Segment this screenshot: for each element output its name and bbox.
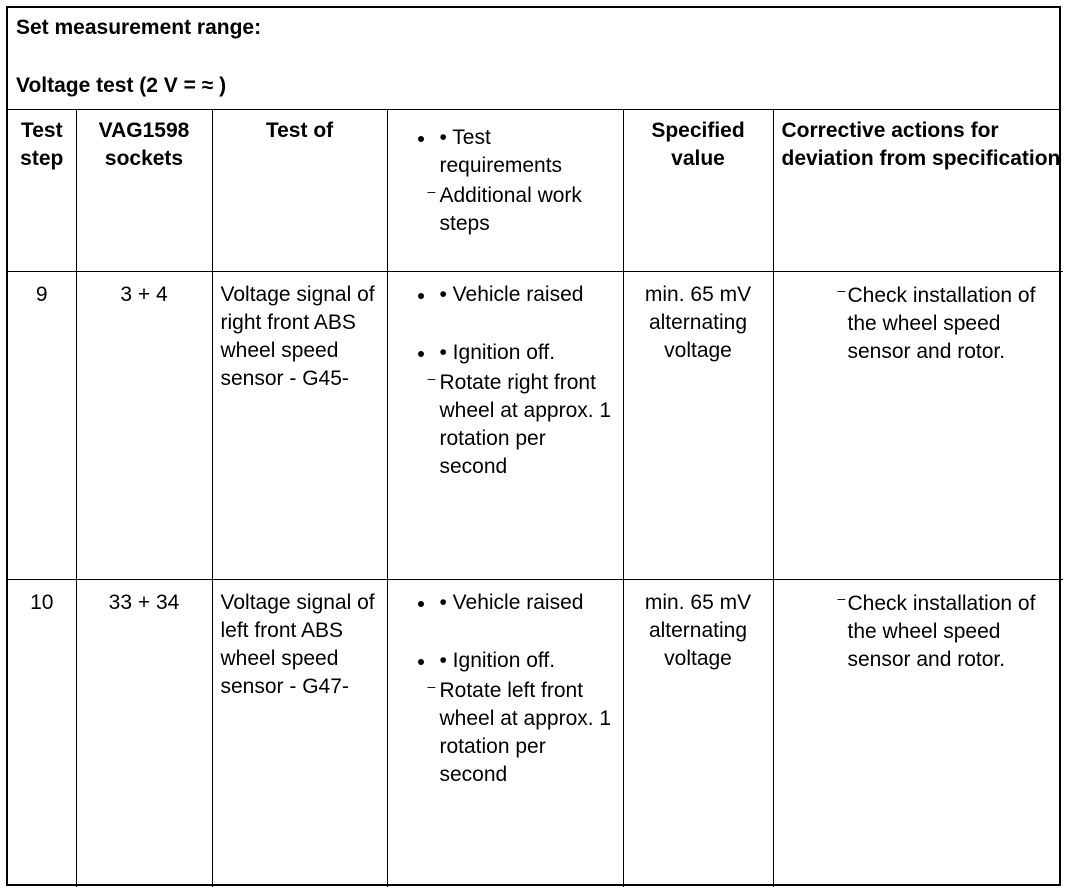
- dash-icon: –: [427, 677, 436, 694]
- cell-test-of: Voltage signal of left front ABS wheel speed sensor - G47-: [212, 579, 387, 887]
- col-header-specified-line2: value: [671, 147, 725, 170]
- requirement-text: • Vehicle raised: [439, 590, 584, 614]
- list-item: [418, 182, 619, 238]
- col-header-test-step-line2: step: [20, 147, 64, 170]
- col-header-specified-line1: Specified: [651, 119, 745, 142]
- cell-step: 9: [8, 271, 76, 579]
- dash-icon: –: [837, 281, 846, 298]
- list-item: [418, 369, 619, 481]
- col-header-test-of: Test of: [212, 110, 387, 271]
- requirement-text: • Vehicle raised: [439, 282, 584, 306]
- table-header-row: [8, 110, 1063, 271]
- corrective-text: Check installation of the wheel speed sensor and rotor.: [847, 283, 1036, 363]
- list-item: [418, 124, 619, 180]
- col-header-corrective-actions: Corrective actions for deviation from specification: [773, 110, 1063, 271]
- table-row: [8, 271, 1063, 579]
- dash-icon: –: [427, 183, 436, 199]
- test-table: [8, 110, 1063, 887]
- dash-icon: –: [427, 369, 436, 386]
- list-item: [418, 589, 619, 617]
- dash-icon: –: [837, 589, 846, 606]
- requirement-text: • Ignition off.: [439, 340, 556, 364]
- bullet-icon: [418, 136, 424, 142]
- col-header-test-step-line1: Test: [20, 119, 63, 142]
- cell-requirements: [387, 271, 623, 579]
- bullet-icon: [418, 601, 424, 607]
- bullet-icon: [418, 293, 424, 299]
- col-header-requirements-dash: Additional work steps: [439, 184, 582, 235]
- document-page: [6, 6, 1061, 886]
- cell-sockets: 3 + 4: [76, 271, 212, 579]
- work-step-text: Rotate right front wheel at approx. 1 rotation per second: [439, 370, 612, 478]
- col-header-specified-value: [623, 110, 773, 271]
- measurement-header: [8, 8, 1059, 110]
- col-header-sockets-line1: VAG1598: [98, 119, 190, 142]
- cell-sockets: 33 + 34: [76, 579, 212, 887]
- col-header-sockets: [76, 110, 212, 271]
- voltage-test-title: Voltage test (2 V = ≈ ): [16, 74, 227, 97]
- bullet-icon: [418, 351, 424, 357]
- cell-specified-value: min. 65 mV alternating voltage: [623, 579, 773, 887]
- table-row: [8, 579, 1063, 887]
- list-item: [418, 281, 619, 309]
- cell-corrective-action: [773, 271, 1063, 579]
- cell-corrective-action: [773, 579, 1063, 887]
- cell-test-of: Voltage signal of right front ABS wheel speed sensor - G45-: [212, 271, 387, 579]
- list-item: [418, 647, 619, 675]
- col-header-test-step: [8, 110, 76, 271]
- list-item: [418, 339, 619, 367]
- work-step-text: Rotate left front wheel at approx. 1 rotation per second: [439, 678, 612, 786]
- cell-requirements: [387, 579, 623, 887]
- cell-specified-value: min. 65 mV alternating voltage: [623, 271, 773, 579]
- col-header-requirements: [387, 110, 623, 271]
- col-header-sockets-line2: sockets: [104, 147, 184, 170]
- col-header-requirements-bullet: • Test requirements: [439, 126, 563, 177]
- cell-step: 10: [8, 579, 76, 887]
- corrective-text: Check installation of the wheel speed sensor and rotor.: [847, 591, 1036, 671]
- measurement-range-title: Set measurement range:: [16, 16, 262, 39]
- list-item: [418, 677, 619, 789]
- bullet-icon: [418, 659, 424, 665]
- requirement-text: • Ignition off.: [439, 648, 556, 672]
